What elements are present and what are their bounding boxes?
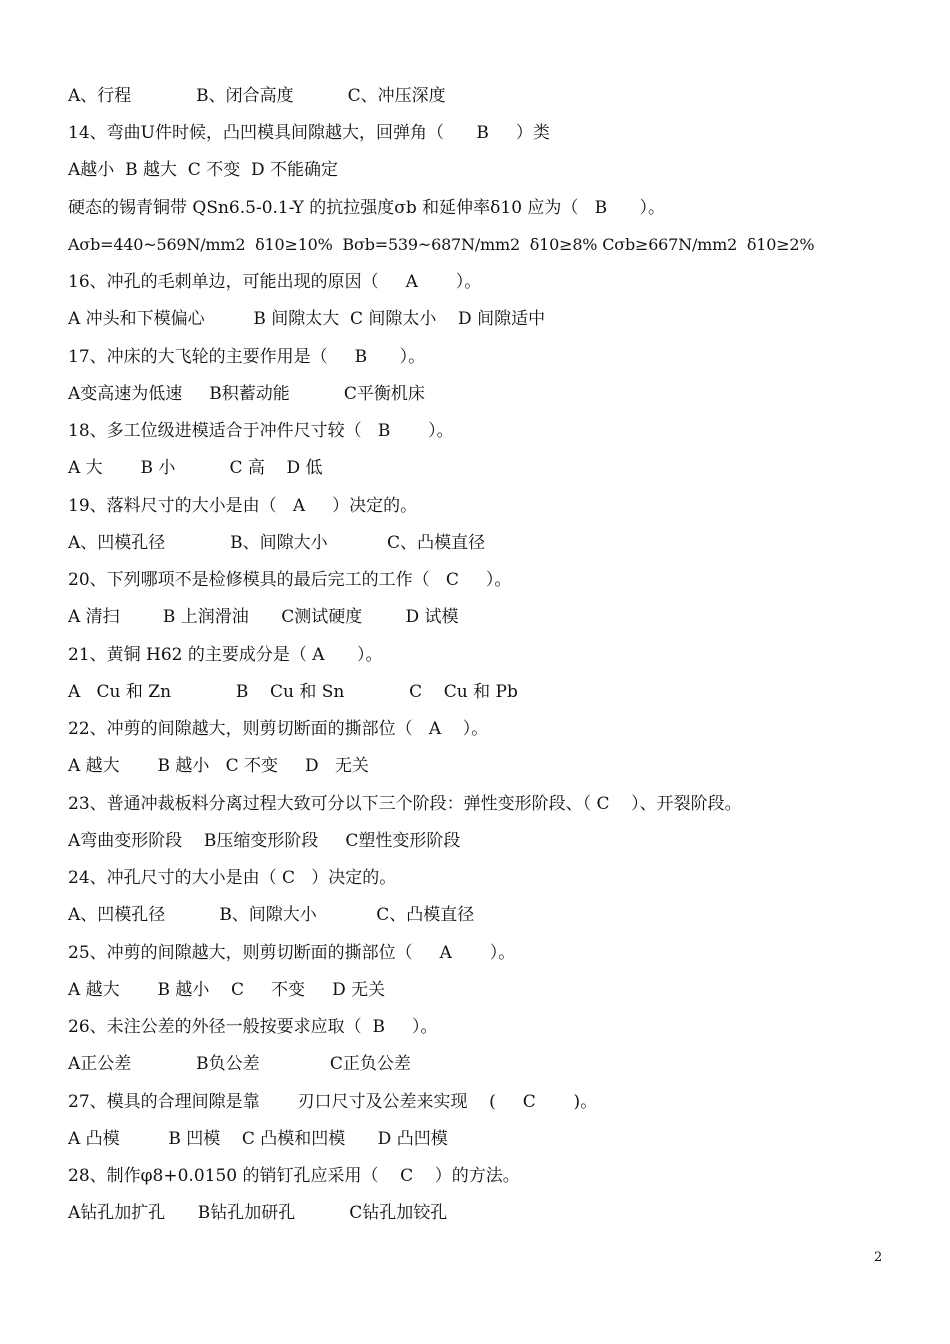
answer-options: A、凹模孔径 B、间隙大小 C、凸模直径 (68, 533, 486, 553)
answer-options: A 冲头和下模偏心 B 间隙太大 C 间隙太小 D 间隙适中 (68, 309, 546, 329)
answer-options: A 大 B 小 C 高 D 低 (68, 458, 323, 478)
answer-options: A 清扫 B 上润滑油 C测试硬度 D 试模 (68, 607, 459, 627)
answer-options: A变高速为低速 B积蓄动能 C平衡机床 (68, 384, 425, 404)
answer-options: A钻孔加扩孔 B钻孔加研孔 C钻孔加铰孔 (68, 1203, 448, 1223)
answer-options: A 越大 B 越小 C 不变 D 无关 (68, 980, 386, 1000)
question-14: 14、弯曲U件时候，凸凹模具间隙越大，回弹角（ B ）类 (68, 123, 550, 143)
answer-options: A弯曲变形阶段 B压缩变形阶段 C塑性变形阶段 (68, 831, 461, 851)
question-26: 26、未注公差的外径一般按要求应取（ B ）。 (68, 1017, 438, 1037)
answer-options: A、凹模孔径 B、间隙大小 C、凸模直径 (68, 905, 475, 925)
answer-options: A 越大 B 越小 C 不变 D 无关 (68, 756, 369, 776)
question-22: 22、冲剪的间隙越大，则剪切断面的撕部位（ A ）。 (68, 719, 489, 739)
answer-options: A正公差 B负公差 C正负公差 (68, 1054, 411, 1074)
answer-options: A Cu 和 Zn B Cu 和 Sn C Cu 和 Pb (68, 682, 518, 702)
question-21: 21、黄铜 H62 的主要成分是（ A ）。 (68, 645, 383, 665)
question-28: 28、制作φ8+0.0150 的销钉孔应采用（ C ）的方法。 (68, 1166, 520, 1186)
page-number: 2 (874, 1250, 883, 1265)
question-18: 18、多工位级进模适合于冲件尺寸较（ B ）。 (68, 421, 454, 441)
question-20: 20、下列哪项不是检修模具的最后完工的工作（ C ）。 (68, 570, 512, 590)
question-24: 24、冲孔尺寸的大小是由（ C ）决定的。 (68, 868, 397, 888)
question-16: 16、冲孔的毛刺单边，可能出现的原因（ A ）。 (68, 272, 482, 292)
question-23: 23、普通冲裁板料分离过程大致可分以下三个阶段：弹性变形阶段、（ C ）、开裂阶段。 (68, 794, 742, 814)
answer-options: Aσb=440~569N/mm2 δ10≥10% Bσb=539~687N/mm2 δ10≥8% Cσb≥667N/mm2 δ10≥2% (68, 235, 815, 254)
question-15: 硬态的锡青铜带 QSn6.5-0.1-Y 的抗拉强度σb 和延伸率δ10 应为（ B ）。 (68, 198, 666, 218)
question-19: 19、落料尺寸的大小是由（ A ）决定的。 (68, 496, 418, 516)
text-line: A、行程 B、闭合高度 C、冲压深度 (68, 86, 446, 106)
question-17: 17、冲床的大飞轮的主要作用是（ B ）。 (68, 347, 426, 367)
answer-options: A越小 B 越大 C 不变 D 不能确定 (68, 160, 339, 180)
question-27: 27、模具的合理间隙是靠 刃口尺寸及公差来实现 ( C )。 (68, 1092, 598, 1112)
question-25: 25、冲剪的间隙越大，则剪切断面的撕部位（ A ）。 (68, 943, 516, 963)
answer-options: A 凸模 B 凹模 C 凸模和凹模 D 凸凹模 (68, 1129, 448, 1149)
